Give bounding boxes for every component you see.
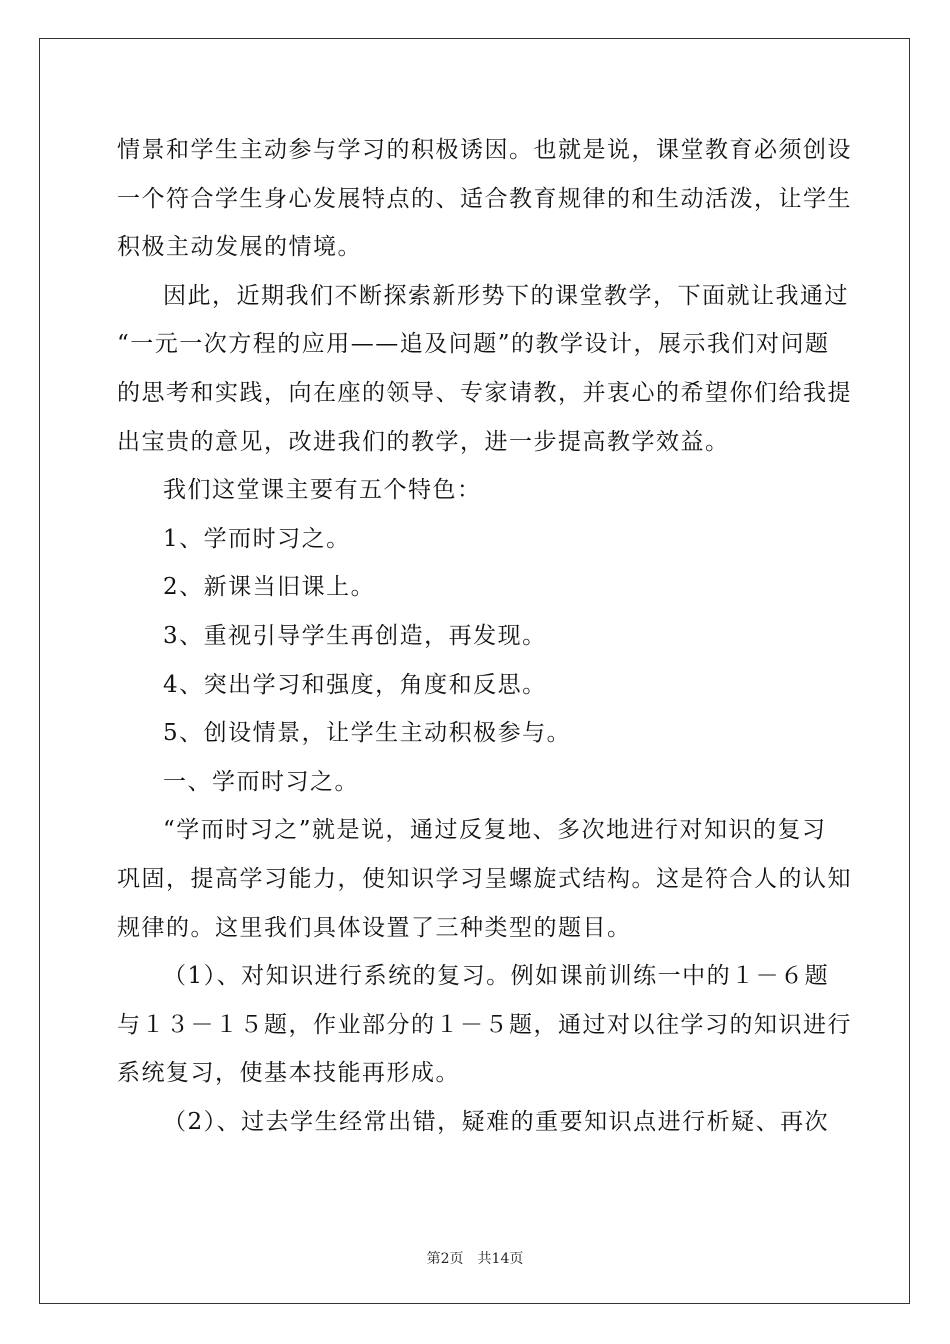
text-line: 与１３－１５题，作业部分的１－５题，通过对以往学习的知识进行 (117, 1011, 852, 1038)
list-item: 2、新课当旧课上。 (163, 574, 376, 601)
text-line: 因此，近期我们不断探索新形势下的课堂教学，下面就让我通过 (163, 282, 849, 309)
list-item: 3、重视引导学生再创造，再发现。 (163, 622, 547, 649)
document-body (117, 126, 852, 1146)
text-line: 的思考和实践，向在座的领导、专家请教，并衷心的希望你们给我提 (117, 379, 852, 406)
list-item: 5、创设情景，让学生主动积极参与。 (163, 720, 572, 747)
text-line: 巩固，提高学习能力，使知识学习呈螺旋式结构。这是符合人的认知 (117, 865, 852, 892)
section-heading: 一、学而时习之。 (163, 768, 359, 795)
page-number: 第2页 (426, 1251, 464, 1267)
text-line: “学而时习之”就是说，通过反复地、多次地进行对知识的复习 (163, 817, 827, 844)
page-footer (0, 1248, 950, 1268)
text-line: （2）、过去学生经常出错，疑难的重要知识点进行析疑、再次 (163, 1108, 830, 1135)
text-line: 情景和学生主动参与学习的积极诱因。也就是说，课堂教育必须创设 (117, 137, 852, 163)
text-line: 我们这堂课主要有五个特色： (163, 477, 482, 504)
text-line: 一个符合学生身心发展特点的、适合教育规律的和生动活泼，让学生 (117, 185, 852, 212)
text-line: 规律的。这里我们具体设置了三种类型的题目。 (117, 914, 632, 941)
text-line: 积极主动发展的情境。 (117, 234, 362, 261)
list-item: 1、学而时习之。 (163, 525, 351, 552)
list-item: 4、突出学习和强度，角度和反思。 (163, 671, 547, 698)
text-line: 出宝贵的意见，改进我们的教学，进一步提高教学效益。 (117, 428, 730, 455)
page-total: 共14页 (477, 1251, 524, 1267)
text-line: 系统复习，使基本技能再形成。 (117, 1060, 460, 1087)
text-line: （1）、对知识进行系统的复习。例如课前训练一中的１－６题 (163, 963, 830, 990)
text-line: “一元一次方程的应用——追及问题”的教学设计，展示我们对问题 (117, 331, 830, 358)
